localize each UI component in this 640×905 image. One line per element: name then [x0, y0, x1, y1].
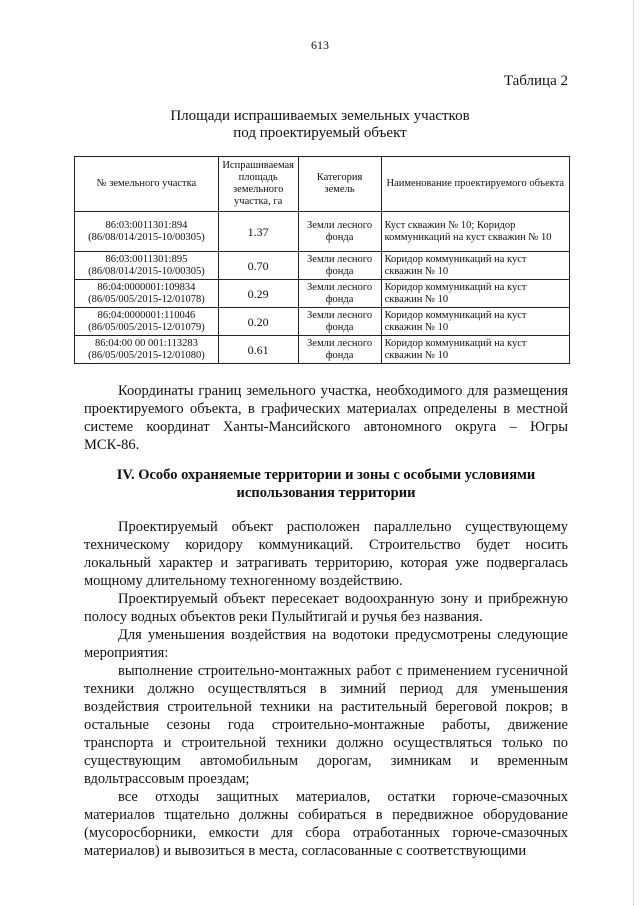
table-label: Таблица 2	[503, 73, 568, 89]
registration-number: (86/05/005/2015-12/01078)	[88, 293, 205, 305]
area-cell: 0.61	[218, 336, 298, 364]
page-number: 613	[311, 38, 329, 52]
table-caption	[0, 108, 640, 142]
area-cell: 1.37	[218, 212, 298, 252]
registration-number: (86/08/014/2015-10/00305)	[88, 231, 205, 243]
header-category: Категория земель	[298, 157, 381, 212]
cadastral-number: 86:03:0011301:895	[105, 253, 188, 265]
land-plots-table	[74, 156, 570, 364]
plot-number-cell	[75, 308, 219, 336]
table-header-row	[75, 157, 570, 212]
object-cell: Коридор коммуникаций на куст скважин № 10	[381, 280, 569, 308]
paragraph-water-protection-zone: Проектируемый объект пересекает водоохранную зону и прибрежную полосу водных объектов реки Пулыйтигай и ручья без названия.	[84, 591, 568, 625]
section-body	[84, 518, 568, 860]
cadastral-number: 86:04:0000001:109834	[97, 281, 196, 293]
area-cell: 0.20	[218, 308, 298, 336]
table-row	[75, 336, 570, 364]
paragraph-measure-waste: все отходы защитных материалов, остатки горюче-смазочных материалов тщательно должны собираться в передвижное оборудование (мусоросборники, емкости для сбора отработанных горюче-смазочных материалов) и вывозиться в места, согласованные с соответствующими	[84, 789, 568, 859]
section-heading	[84, 466, 568, 502]
coordinates-paragraph-block	[84, 382, 568, 454]
plot-number-cell	[75, 212, 219, 252]
area-cell: 0.70	[218, 252, 298, 280]
section-heading-line-1: IV. Особо охраняемые территории и зоны с особыми условиями	[116, 467, 536, 483]
header-plot-number: № земельного участка	[75, 157, 219, 212]
plot-number-cell	[75, 336, 219, 364]
header-object-name: Наименование проектируемого объекта	[381, 157, 569, 212]
caption-line-1: Площади испрашиваемых земельных участков	[170, 108, 470, 124]
table-row	[75, 252, 570, 280]
paragraph-measures-intro: Для уменьшения воздействия на водотоки предусмотрены следующие мероприятия:	[84, 627, 568, 661]
table-row	[75, 212, 570, 252]
category-cell: Земли лесного фонда	[298, 308, 381, 336]
paragraph-object-location: Проектируемый объект расположен параллельно существующему техническому коридору коммуникаций. Строительство будет носить локальный характер и затрагивать территорию, которая уже подвергалась мощному длительному техногенному воздействию.	[84, 519, 568, 589]
object-cell: Куст скважин № 10; Коридор коммуникаций на куст скважин № 10	[381, 212, 569, 252]
paragraph-measure-construction: выполнение строительно-монтажных работ с применением гусеничной техники должно осуществляться в зимний период для уменьшения воздействия строительной техники на растительный береговой покров; в остальные сезоны года строительно-монтажные работы, движение транспорта и строительной техники должно осуществляться только по существующим автомобильным дорогам, зимникам и временным вдольтрассовым проездам;	[84, 663, 568, 787]
cadastral-number: 86:03:0011301:894	[105, 219, 188, 231]
registration-number: (86/05/005/2015-12/01080)	[88, 349, 205, 361]
header-area: Испрашиваемая площадь земельного участка, га	[218, 157, 298, 212]
registration-number: (86/08/014/2015-10/00305)	[88, 265, 205, 277]
coordinates-paragraph: Координаты границ земельного участка, необходимого для размещения проектируемого объекта, в графических материалах определены в местной системе координат Ханты-Мансийского автономного округа – Югры МСК-86.	[84, 383, 568, 453]
category-cell: Земли лесного фонда	[298, 252, 381, 280]
category-cell: Земли лесного фонда	[298, 280, 381, 308]
cadastral-number: 86:04:00 00 001:113283	[94, 337, 198, 349]
registration-number: (86/05/005/2015-12/01079)	[88, 321, 205, 333]
caption-line-2: под проектируемый объект	[233, 125, 407, 141]
plot-number-cell	[75, 252, 219, 280]
plot-number-cell	[75, 280, 219, 308]
category-cell: Земли лесного фонда	[298, 336, 381, 364]
category-cell: Земли лесного фонда	[298, 212, 381, 252]
table-row	[75, 280, 570, 308]
object-cell: Коридор коммуникаций на куст скважин № 10	[381, 336, 569, 364]
object-cell: Коридор коммуникаций на куст скважин № 10	[381, 252, 569, 280]
section-heading-line-2: использования территории	[236, 485, 416, 501]
table-row	[75, 308, 570, 336]
area-cell: 0.29	[218, 280, 298, 308]
object-cell: Коридор коммуникаций на куст скважин № 10	[381, 308, 569, 336]
cadastral-number: 86:04:0000001:110046	[97, 309, 196, 321]
